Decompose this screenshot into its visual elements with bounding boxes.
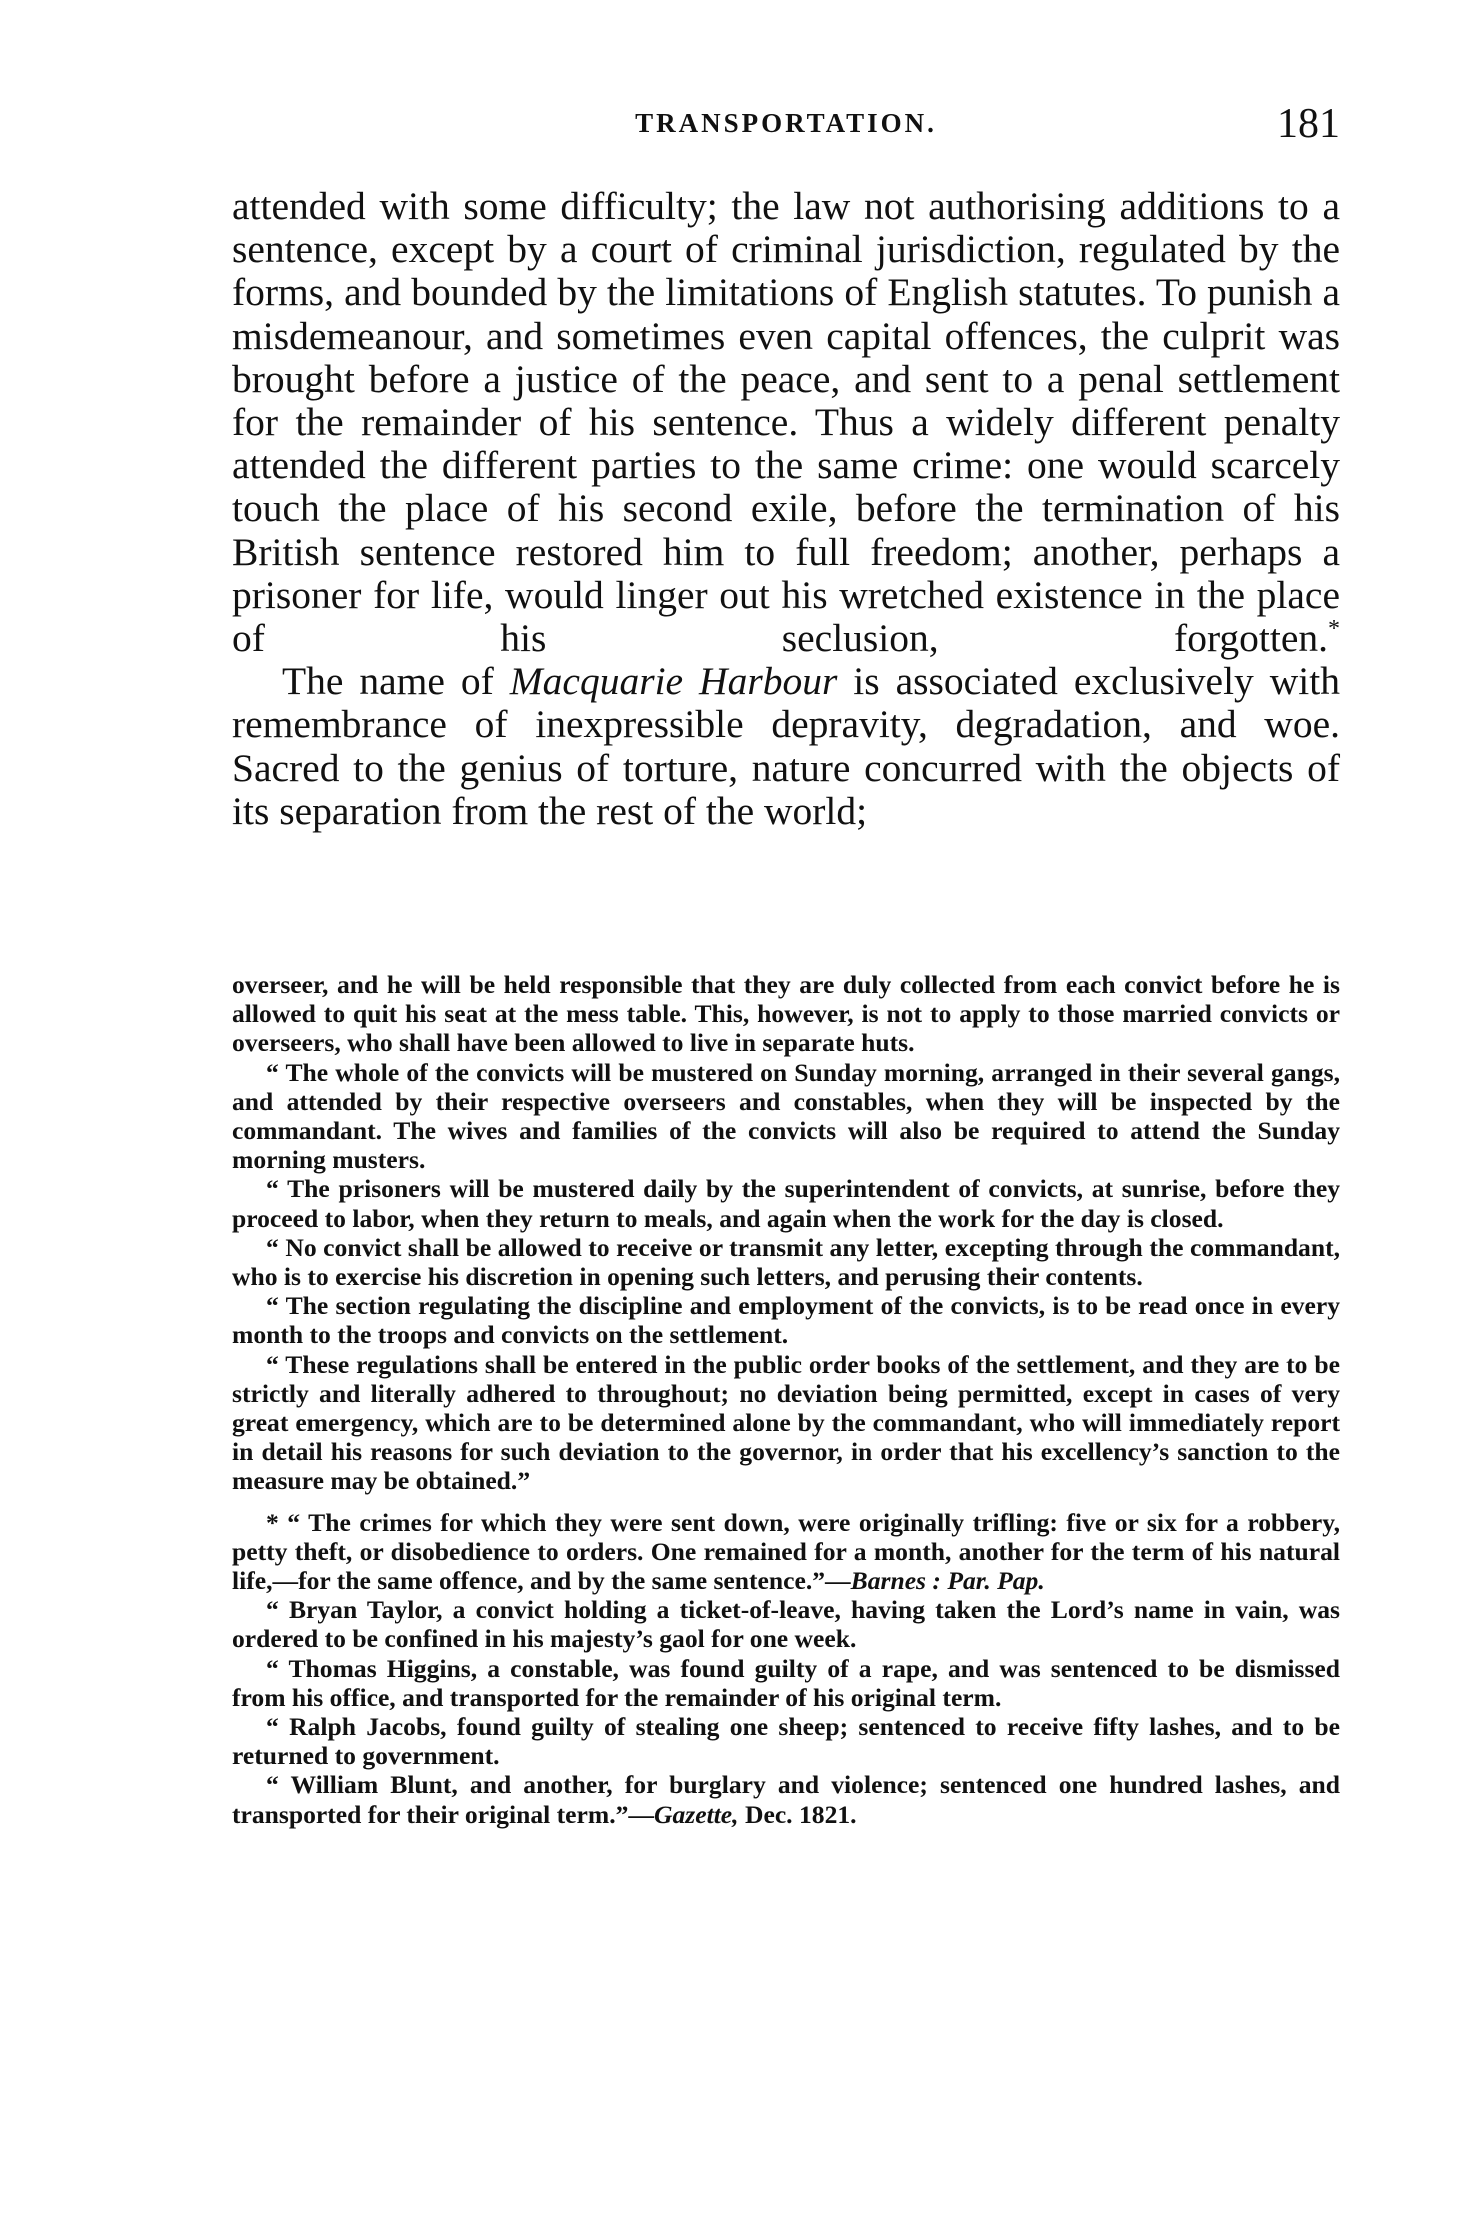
page-header [232, 100, 1340, 160]
main-text [232, 185, 1340, 833]
main-paragraph-1-text: attended with some difficulty; the law not authorising additions to a sentence, except by a court of criminal jurisdiction, regulated by the forms, and bounded by the limitations of English statutes. To punish a misdemeanour, and sometimes even capital offences, the culprit was brought before a justice of the peace, and sent to a penal settlement for the remainder of his sentence. Thus a widely different penalty attended the different parties to the same crime: one would scarcely touch the place of his second exile, before the termination of his British sentence restored him to full freedom; another, perhaps a prisoner for life, would linger out his wretched existence in the place of his seclusion, forgotten. [232, 184, 1340, 661]
main-paragraph-2-lead: The name of [282, 659, 510, 704]
footnote-daily-muster: “ The prisoners will be mustered daily by the superintendent of convicts, at sunrise, before they proceed to labor, when they return to meals, and again when the work for the day is closed. [232, 1174, 1340, 1233]
page-number: 181 [1277, 101, 1340, 147]
footnote-william-blunt-text: “ William Blunt, and another, for burglary and violence; sentenced one hundred lashes, and transported for their original term.”— [232, 1770, 1340, 1829]
footnote-letters: “ No convict shall be allowed to receive or transmit any letter, excepting through the commandant, who is to exercise his discretion in opening such letters, and perusing their contents. [232, 1232, 1340, 1292]
footnote-william-blunt [232, 1770, 1340, 1828]
footnote-star-source: Barnes : Par. Pap. [850, 1566, 1045, 1596]
footnote-bryan-taylor: “ Bryan Taylor, a convict holding a ticket-of-leave, having taken the Lord’s name in vain, was ordered to be confined in his majesty’s gaol for one week. [232, 1595, 1340, 1654]
footnote-regulations: “ These regulations shall be entered in the public order books of the settlement, and they are to be strictly and literally adhered to throughout; no deviation being permitted, except in cases of very great emergency, which are to be determined alone by the commandant, who will immediately report in detail his reasons for such deviation to the governor, in order that his excellency’s sanction to the measure may be obtained.” [232, 1349, 1340, 1496]
footnote-section-reading: “ The section regulating the discipline and employment of the convicts, is to be read once in every month to the troops and convicts on the settlement. [232, 1291, 1340, 1350]
footnote-gazette-date: Dec. 1821. [738, 1799, 857, 1829]
footnote-ralph-jacobs: “ Ralph Jacobs, found guilty of stealing one sheep; sentenced to receive fifty lashes, and to be returned to government. [232, 1712, 1340, 1771]
footnote-marker: * [1328, 616, 1340, 643]
footnote-gazette-source: Gazette, [653, 1799, 739, 1829]
place-name-macquarie-harbour: Macquarie Harbour [509, 659, 838, 704]
running-head: TRANSPORTATION. [635, 108, 937, 138]
footnote-thomas-higgins: “ Thomas Higgins, a constable, was found guilty of a rape, and was sentenced to be dismissed from his office, and transported for the remainder of his original term. [232, 1653, 1340, 1712]
footnotes [232, 970, 1340, 1829]
footnote-continued: overseer, and he will be held responsible that they are duly collected from each convict before he is allowed to quit his seat at the mess table. This, however, is not to apply to those married convicts or overseers, who shall have been allowed to live in separate huts. [232, 970, 1340, 1058]
main-paragraph-1 [232, 185, 1340, 660]
main-paragraph-2-rest: is associated exclusively with remembrance of inexpressible depravity, degradation, and woe. Sacred to the genius of torture, nature concurred with the objects of its separation from the rest of the world; [232, 659, 1340, 833]
footnote-star-text: * “ The crimes for which they were sent down, were originally trifling: five or six for a robbery, petty theft, or disobedience to orders. One remained for a month, another for the term of his natural life,—for the same offence, and by the same sentence.”— [232, 1507, 1340, 1596]
footnote-sunday-muster: “ The whole of the convicts will be mustered on Sunday morning, arranged in their several gangs, and attended by their respective overseers and constables, when they will be inspected by the commandant. The wives and families of the convicts will also be required to attend the Sunday morning musters. [232, 1057, 1340, 1175]
main-paragraph-2 [232, 660, 1340, 833]
footnote-star [232, 1508, 1340, 1596]
